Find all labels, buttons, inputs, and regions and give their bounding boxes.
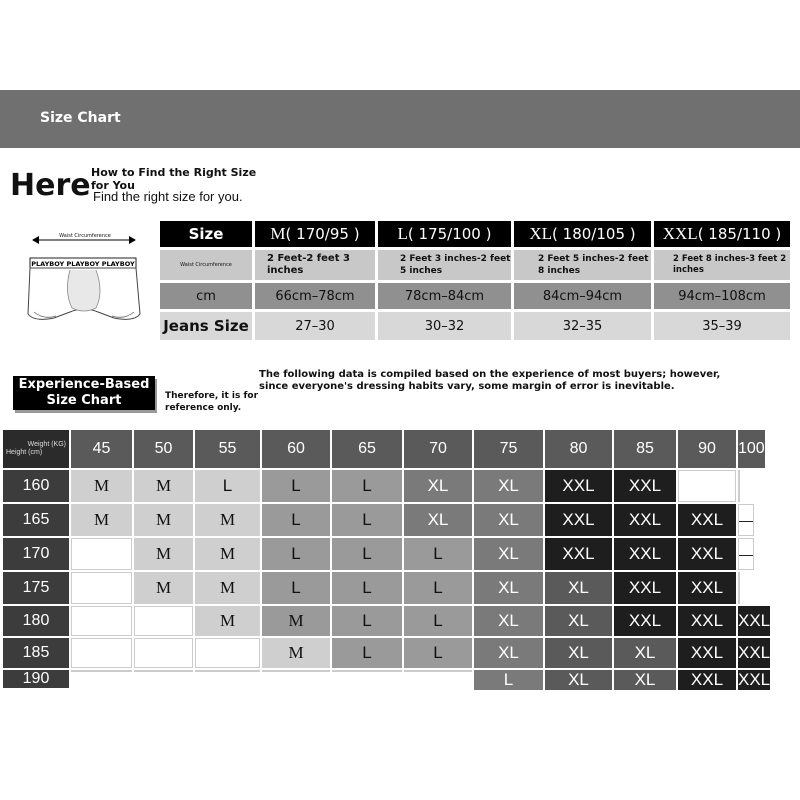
grid-cell: L <box>262 572 330 604</box>
grid-cell: XXL <box>545 504 612 536</box>
height-header: 190 <box>3 670 69 688</box>
grid-cell: XXL <box>678 504 736 536</box>
grid-cell: L <box>404 606 472 636</box>
cm-value-xl: 84cm–94cm <box>514 283 651 309</box>
grid-cell: XXL <box>738 638 770 668</box>
grid-cell <box>134 670 193 672</box>
grid-cell: XXL <box>678 606 736 636</box>
size-header-l: L ( 175/100 ) <box>378 221 511 247</box>
grid-cell: L <box>262 538 330 570</box>
height-header: 165 <box>3 504 69 536</box>
waist-feet-xl: 2 Feet 5 inches-2 feet 8 inches <box>514 250 651 280</box>
grid-cell: XXL <box>545 538 612 570</box>
jeans-value-xl: 32–35 <box>514 312 651 340</box>
grid-cell: M <box>71 504 132 536</box>
grid-cell: XL <box>474 538 543 570</box>
weight-header: 90 <box>678 430 736 468</box>
grid-cell <box>71 572 132 604</box>
grid-cell: L <box>262 504 330 536</box>
experience-title: Experience-Based Size Chart <box>13 376 155 410</box>
grid-cell: XL <box>545 572 612 604</box>
height-header: 160 <box>3 470 69 502</box>
grid-cell: XL <box>614 670 676 690</box>
grid-cell <box>738 572 740 604</box>
grid-cell: XXL <box>614 504 676 536</box>
brand-band: PLAYBOY PLAYBOY PLAYBOY <box>31 260 135 268</box>
grid-cell: XL <box>474 572 543 604</box>
size-header-label: Size <box>160 221 252 247</box>
grid-cell: XL <box>545 638 612 668</box>
underwear-illustration-icon <box>24 256 144 336</box>
grid-cell: M <box>134 538 193 570</box>
how-title: How to Find the Right Size for You <box>91 166 257 192</box>
weight-header: 70 <box>404 430 472 468</box>
weight-header: 60 <box>262 430 330 468</box>
grid-cell: XXL <box>678 538 736 570</box>
how-subtitle: Find the right size for you. <box>93 189 243 204</box>
grid-cell: L <box>195 470 260 502</box>
here-heading: Here <box>10 168 91 203</box>
corner-weight-label: Weight (KG) <box>27 441 66 448</box>
grid-cell: M <box>134 470 193 502</box>
grid-cell: XXL <box>614 606 676 636</box>
grid-cell <box>71 670 132 672</box>
grid-cell <box>71 538 132 570</box>
grid-cell: M <box>134 504 193 536</box>
grid-cell: — <box>738 538 754 570</box>
grid-cell: M <box>195 572 260 604</box>
weight-header: 100 <box>738 430 765 468</box>
grid-cell <box>71 638 132 668</box>
weight-header: 85 <box>614 430 676 468</box>
grid-cell: M <box>134 572 193 604</box>
reference-note: Therefore, it is for reference only. <box>165 391 259 413</box>
grid-cell: M <box>262 606 330 636</box>
grid-cell: XXL <box>614 572 676 604</box>
height-header: 180 <box>3 606 69 636</box>
grid-cell <box>71 606 132 636</box>
grid-cell: XXL <box>614 538 676 570</box>
jeans-row <box>160 312 793 340</box>
grid-cell: XXL <box>738 606 770 636</box>
grid-cell: XXL <box>614 470 676 502</box>
grid-cell: XL <box>545 606 612 636</box>
weight-header: 50 <box>134 430 193 468</box>
grid-cell: L <box>332 638 402 668</box>
height-header: 185 <box>3 638 69 668</box>
grid-cell: XXL <box>738 670 771 689</box>
grid-cell: L <box>332 606 402 636</box>
grid-cell: XL <box>614 638 676 668</box>
waist-feet-l: 2 Feet 3 inches-2 feet 5 inches <box>378 250 511 280</box>
grid-cell: M <box>262 638 330 668</box>
grid-cell: L <box>332 572 402 604</box>
waist-row-label: Waist Circumference <box>160 250 252 280</box>
grid-cell <box>195 638 260 668</box>
grid-cell: XL <box>545 670 612 690</box>
grid-cell: XL <box>474 638 543 668</box>
grid-cell: M <box>195 538 260 570</box>
waist-feet-m: 2 Feet-2 feet 3 inches <box>255 250 375 280</box>
size-header-m: M ( 170/95 ) <box>255 221 375 247</box>
cm-label: cm <box>160 283 252 309</box>
grid-cell: L <box>404 538 472 570</box>
grid-cell: L <box>262 470 330 502</box>
grid-cell: L <box>404 638 472 668</box>
grid-cell <box>738 470 740 502</box>
jeans-value-xxl: 35–39 <box>654 312 790 340</box>
grid-cell <box>332 670 402 672</box>
jeans-value-m: 27–30 <box>255 312 375 340</box>
grid-cell <box>134 606 193 636</box>
size-header-xxl: XXL ( 185/110 ) <box>654 221 790 247</box>
grid-cell <box>262 670 330 672</box>
grid-cell: L <box>474 670 543 690</box>
grid-cell: XL <box>474 606 543 636</box>
waist-label: Waist Circumference <box>59 233 111 239</box>
size-header-xl: XL ( 180/105 ) <box>514 221 651 247</box>
grid-cell: L <box>332 538 402 570</box>
height-header: 175 <box>3 572 69 604</box>
experience-size-grid <box>3 430 771 689</box>
grid-cell: L <box>332 470 402 502</box>
grid-cell: M <box>71 470 132 502</box>
grid-cell <box>404 670 472 672</box>
grid-cell: M <box>195 504 260 536</box>
grid-cell: XL <box>474 470 543 502</box>
grid-cell: — <box>738 504 754 536</box>
grid-cell: L <box>332 504 402 536</box>
weight-header: 65 <box>332 430 402 468</box>
disclaimer-text: The following data is compiled based on the experience of most buyers; however, since everyone's dressing habits vary, some margin of error is inevitable. <box>259 369 721 392</box>
jeans-label: Jeans Size <box>160 312 252 340</box>
waist-row <box>160 250 793 280</box>
grid-cell: XXL <box>678 670 736 690</box>
page-title: Size Chart <box>40 110 121 126</box>
cm-row <box>160 283 793 309</box>
weight-header: 55 <box>195 430 260 468</box>
grid-cell <box>195 670 260 672</box>
corner-height-label: Height (cm) <box>6 449 43 456</box>
cm-value-m: 66cm–78cm <box>255 283 375 309</box>
grid-cell: L <box>404 572 472 604</box>
grid-cell: M <box>195 606 260 636</box>
cm-value-l: 78cm–84cm <box>378 283 511 309</box>
grid-corner <box>3 430 69 468</box>
grid-cell <box>134 638 193 668</box>
weight-header: 75 <box>474 430 543 468</box>
grid-cell <box>678 470 736 502</box>
grid-cell: XL <box>474 504 543 536</box>
height-header: 170 <box>3 538 69 570</box>
jeans-value-l: 30–32 <box>378 312 511 340</box>
grid-cell: XL <box>404 470 472 502</box>
weight-header: 45 <box>71 430 132 468</box>
weight-header: 80 <box>545 430 612 468</box>
grid-cell: XXL <box>678 638 736 668</box>
grid-cell: XL <box>404 504 472 536</box>
cm-value-xxl: 94cm–108cm <box>654 283 790 309</box>
size-header-row <box>160 221 793 247</box>
grid-cell: XXL <box>545 470 612 502</box>
waist-feet-xxl: 2 Feet 8 inches-3 feet 2 inches <box>654 250 790 280</box>
grid-cell: XXL <box>678 572 736 604</box>
